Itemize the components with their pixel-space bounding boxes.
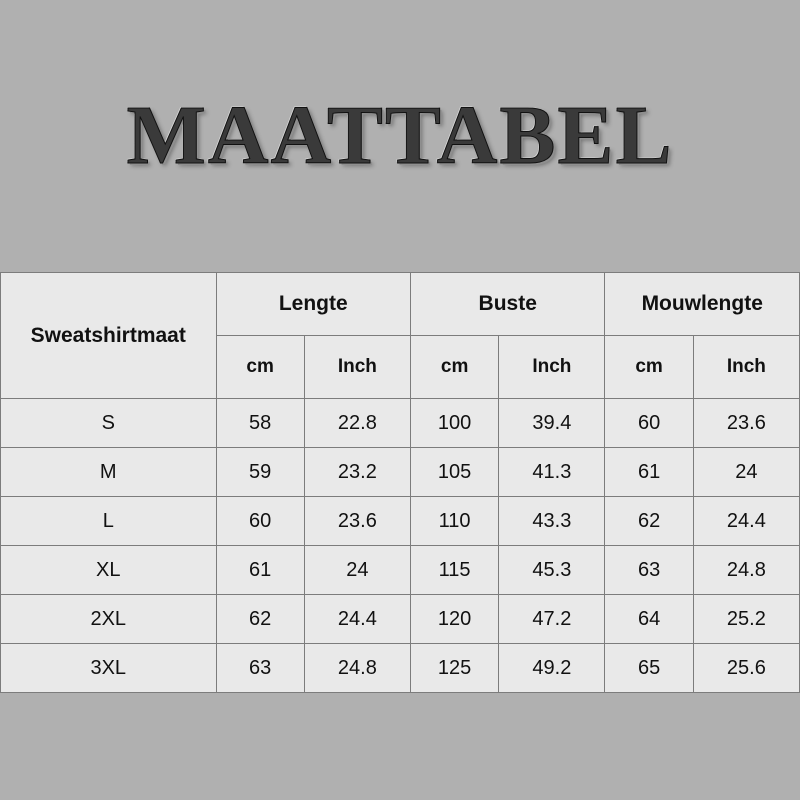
- cell-mouwlengte-cm: 63: [605, 546, 693, 595]
- unit-header-lengte-inch: Inch: [304, 336, 410, 399]
- cell-lengte-cm: 59: [216, 448, 304, 497]
- unit-header-buste-inch: Inch: [499, 336, 605, 399]
- bottom-background-strip: [0, 693, 800, 800]
- cell-buste-cm: 100: [410, 399, 498, 448]
- cell-buste-inch: 39.4: [499, 399, 605, 448]
- cell-buste-inch: 47.2: [499, 595, 605, 644]
- cell-mouwlengte-inch: 24.8: [693, 546, 799, 595]
- row-size-label: S: [1, 399, 217, 448]
- row-size-label: XL: [1, 546, 217, 595]
- table-row: [1, 497, 800, 546]
- cell-lengte-cm: 58: [216, 399, 304, 448]
- cell-buste-cm: 105: [410, 448, 498, 497]
- cell-mouwlengte-inch: 24: [693, 448, 799, 497]
- row-size-label: 3XL: [1, 644, 217, 693]
- cell-mouwlengte-cm: 60: [605, 399, 693, 448]
- column-group-header-mouwlengte: Mouwlengte: [605, 273, 800, 336]
- table-row: [1, 399, 800, 448]
- column-header-size: Sweatshirtmaat: [1, 273, 217, 399]
- cell-buste-cm: 110: [410, 497, 498, 546]
- cell-lengte-inch: 24: [304, 546, 410, 595]
- cell-mouwlengte-inch: 25.2: [693, 595, 799, 644]
- cell-buste-inch: 41.3: [499, 448, 605, 497]
- cell-mouwlengte-cm: 64: [605, 595, 693, 644]
- cell-lengte-inch: 24.8: [304, 644, 410, 693]
- unit-header-buste-cm: cm: [410, 336, 498, 399]
- cell-mouwlengte-inch: 23.6: [693, 399, 799, 448]
- table-row: [1, 546, 800, 595]
- unit-header-lengte-cm: cm: [216, 336, 304, 399]
- unit-header-mouwlengte-inch: Inch: [693, 336, 799, 399]
- cell-buste-cm: 125: [410, 644, 498, 693]
- cell-lengte-cm: 60: [216, 497, 304, 546]
- page-title: MAATTABEL: [126, 89, 674, 182]
- cell-lengte-inch: 23.6: [304, 497, 410, 546]
- cell-lengte-cm: 61: [216, 546, 304, 595]
- table-row: [1, 448, 800, 497]
- size-table-container: [0, 272, 800, 693]
- column-group-header-buste: Buste: [410, 273, 604, 336]
- unit-header-mouwlengte-cm: cm: [605, 336, 693, 399]
- cell-mouwlengte-cm: 62: [605, 497, 693, 546]
- cell-lengte-inch: 22.8: [304, 399, 410, 448]
- row-size-label: M: [1, 448, 217, 497]
- cell-mouwlengte-cm: 65: [605, 644, 693, 693]
- cell-lengte-inch: 23.2: [304, 448, 410, 497]
- cell-buste-cm: 115: [410, 546, 498, 595]
- table-group-header-row: [1, 273, 800, 336]
- cell-buste-cm: 120: [410, 595, 498, 644]
- cell-lengte-cm: 63: [216, 644, 304, 693]
- row-size-label: 2XL: [1, 595, 217, 644]
- cell-mouwlengte-cm: 61: [605, 448, 693, 497]
- table-row: [1, 595, 800, 644]
- cell-lengte-cm: 62: [216, 595, 304, 644]
- cell-mouwlengte-inch: 24.4: [693, 497, 799, 546]
- cell-mouwlengte-inch: 25.6: [693, 644, 799, 693]
- table-head: [1, 273, 800, 399]
- column-group-header-lengte: Lengte: [216, 273, 410, 336]
- cell-buste-inch: 49.2: [499, 644, 605, 693]
- table-body: [1, 399, 800, 693]
- cell-buste-inch: 45.3: [499, 546, 605, 595]
- row-size-label: L: [1, 497, 217, 546]
- table-row: [1, 644, 800, 693]
- title-area: [0, 0, 800, 272]
- cell-buste-inch: 43.3: [499, 497, 605, 546]
- size-table: [0, 272, 800, 693]
- cell-lengte-inch: 24.4: [304, 595, 410, 644]
